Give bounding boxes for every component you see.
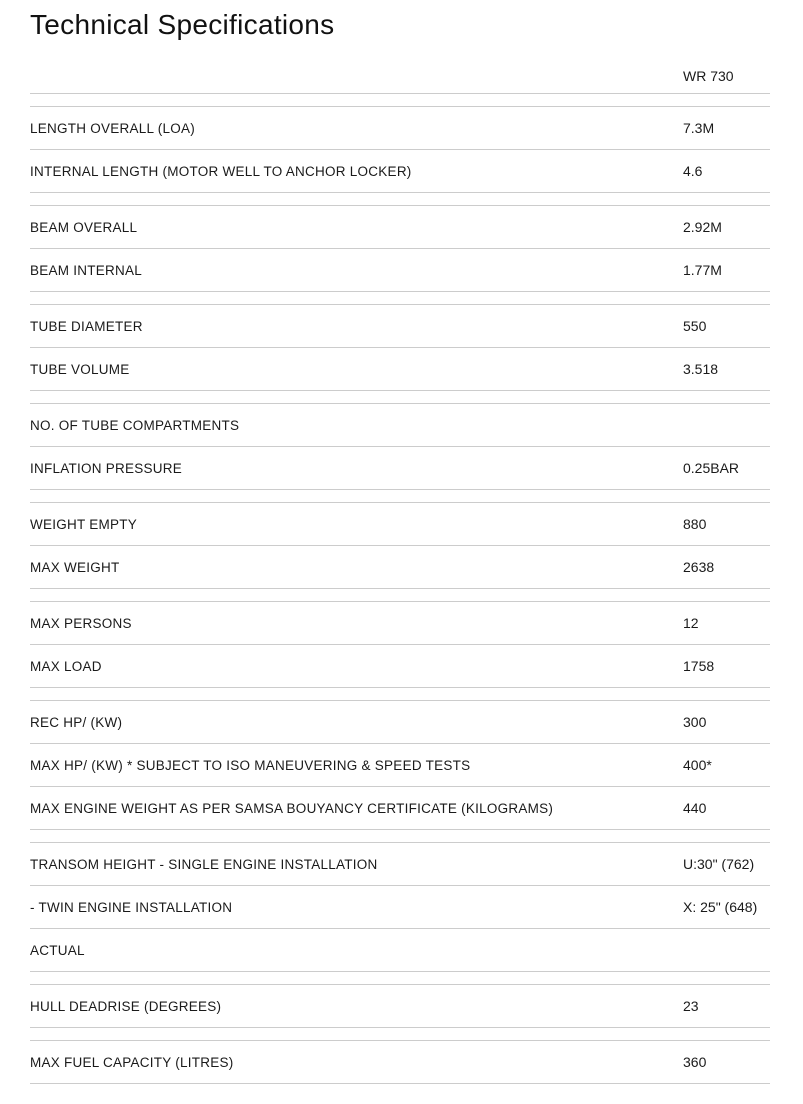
spec-value: 400* bbox=[683, 757, 712, 773]
spec-group bbox=[30, 502, 770, 589]
table-row bbox=[30, 787, 770, 830]
spec-label: INTERNAL LENGTH (MOTOR WELL TO ANCHOR LOCKER) bbox=[30, 163, 412, 179]
spec-table bbox=[30, 42, 770, 1084]
table-row bbox=[30, 305, 770, 348]
table-row bbox=[30, 249, 770, 292]
spec-value: U:30" (762) bbox=[683, 856, 755, 872]
spec-label: INFLATION PRESSURE bbox=[30, 460, 183, 476]
spec-value: 3.518 bbox=[683, 361, 719, 377]
spec-value: 550 bbox=[683, 318, 707, 334]
table-row bbox=[30, 348, 770, 391]
spec-group bbox=[30, 984, 770, 1028]
spec-groups-container bbox=[30, 106, 770, 1084]
spec-label: TUBE VOLUME bbox=[30, 361, 130, 377]
spec-label: REC HP/ (KW) bbox=[30, 714, 123, 730]
spec-label: MAX ENGINE WEIGHT AS PER SAMSA BOUYANCY CERTIFICATE (KILOGRAMS) bbox=[30, 800, 554, 816]
table-row bbox=[30, 206, 770, 249]
spec-group bbox=[30, 700, 770, 830]
spec-group bbox=[30, 205, 770, 292]
spec-label: MAX PERSONS bbox=[30, 615, 132, 631]
spec-group bbox=[30, 304, 770, 391]
spec-label: LENGTH OVERALL (LOA) bbox=[30, 120, 196, 136]
model-column-header: WR 730 bbox=[683, 68, 734, 84]
spec-label: MAX HP/ (KW) * SUBJECT TO ISO MANEUVERING & SPEED TESTS bbox=[30, 757, 471, 773]
spec-label: TUBE DIAMETER bbox=[30, 318, 143, 334]
table-row bbox=[30, 404, 770, 447]
table-row bbox=[30, 602, 770, 645]
table-row bbox=[30, 546, 770, 589]
table-row bbox=[30, 701, 770, 744]
spec-value: 360 bbox=[683, 1054, 707, 1070]
spec-group bbox=[30, 842, 770, 972]
spec-label: BEAM OVERALL bbox=[30, 219, 138, 235]
spec-value: 440 bbox=[683, 800, 707, 816]
table-row bbox=[30, 447, 770, 490]
spec-label: NO. OF TUBE COMPARTMENTS bbox=[30, 417, 240, 433]
spec-value: 1.77M bbox=[683, 262, 722, 278]
table-row bbox=[30, 645, 770, 688]
spec-label: BEAM INTERNAL bbox=[30, 262, 143, 278]
spec-value: 880 bbox=[683, 516, 707, 532]
spec-group bbox=[30, 1040, 770, 1084]
table-header-row bbox=[30, 42, 770, 94]
table-row bbox=[30, 985, 770, 1028]
table-row bbox=[30, 744, 770, 787]
spec-value: 300 bbox=[683, 714, 707, 730]
spec-value: X: 25" (648) bbox=[683, 899, 758, 915]
spec-label: - TWIN ENGINE INSTALLATION bbox=[30, 899, 233, 915]
table-row bbox=[30, 503, 770, 546]
spec-value: 2638 bbox=[683, 559, 715, 575]
spec-group bbox=[30, 106, 770, 193]
spec-label: WEIGHT EMPTY bbox=[30, 516, 138, 532]
spec-value: 23 bbox=[683, 998, 699, 1014]
spec-label: MAX FUEL CAPACITY (LITRES) bbox=[30, 1054, 234, 1070]
spec-group bbox=[30, 601, 770, 688]
spec-group bbox=[30, 403, 770, 490]
spec-value: 1758 bbox=[683, 658, 715, 674]
table-row bbox=[30, 843, 770, 886]
spec-value: 0.25BAR bbox=[683, 460, 740, 476]
table-row bbox=[30, 929, 770, 972]
spec-label: ACTUAL bbox=[30, 942, 85, 958]
spec-label: MAX WEIGHT bbox=[30, 559, 120, 575]
spec-value: 12 bbox=[683, 615, 699, 631]
table-row bbox=[30, 107, 770, 150]
spec-value: 2.92M bbox=[683, 219, 722, 235]
spec-label: HULL DEADRISE (DEGREES) bbox=[30, 998, 222, 1014]
table-row bbox=[30, 1041, 770, 1084]
spec-label: TRANSOM HEIGHT - SINGLE ENGINE INSTALLATION bbox=[30, 856, 378, 872]
table-row bbox=[30, 886, 770, 929]
page-title: Technical Specifications bbox=[30, 9, 335, 40]
spec-value: 4.6 bbox=[683, 163, 703, 179]
table-row bbox=[30, 150, 770, 193]
spec-label: MAX LOAD bbox=[30, 658, 102, 674]
spec-value: 7.3M bbox=[683, 120, 715, 136]
